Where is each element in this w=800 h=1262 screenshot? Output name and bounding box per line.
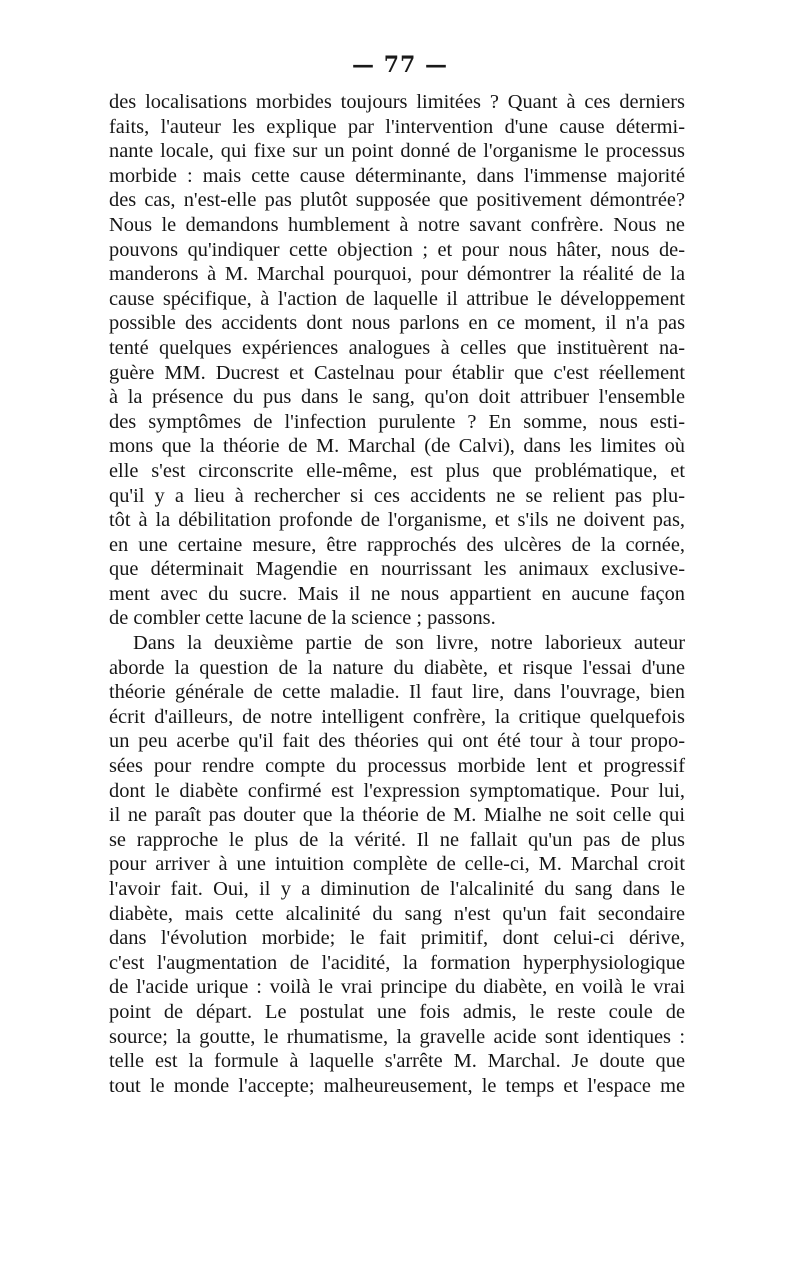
- text-line: théorie générale de cette maladie. Il faut lire, dans l'ouvrage, bien: [109, 681, 685, 704]
- text-line: pouvons qu'indiquer cette objection ; et pour nous hâter, nous de-: [109, 238, 685, 261]
- text-line: un peu acerbe qu'il fait des théories qui ont été tour à tour propo-: [109, 730, 685, 753]
- text-line: faits, l'auteur les explique par l'intervention d'une cause détermi-: [109, 115, 685, 138]
- text-line: Dans la deuxième partie de son livre, notre laborieux auteur: [133, 632, 685, 655]
- text-line: des symptômes de l'infection purulente ? En somme, nous esti-: [109, 410, 685, 433]
- text-line: point de départ. Le postulat une fois admis, le reste coule de: [109, 1000, 685, 1023]
- page-number: — 77 —: [352, 52, 448, 78]
- text-line: ment avec du sucre. Mais il ne nous appartient en aucune façon: [109, 582, 685, 605]
- text-line: elle s'est circonscrite elle-même, est plus que problématique, et: [109, 459, 685, 482]
- text-line: de combler cette lacune de la science ; passons.: [109, 607, 496, 630]
- text-line: qu'il y a lieu à rechercher si ces accidents ne se relient pas plu-: [109, 484, 685, 507]
- text-line: écrit d'ailleurs, de notre intelligent confrère, la critique quelquefois: [109, 705, 685, 728]
- text-line: possible des accidents dont nous parlons en ce moment, il n'a pas: [109, 312, 685, 335]
- text-line: guère MM. Ducrest et Castelnau pour établir que c'est réellement: [109, 361, 685, 384]
- text-line: Nous le demandons humblement à notre savant confrère. Nous ne: [109, 213, 685, 236]
- text-line: l'avoir fait. Oui, il y a diminution de l'alcalinité du sang dans le: [109, 878, 685, 900]
- text-line: sées pour rendre compte du processus morbide lent et progressif: [109, 755, 685, 778]
- text-line: des cas, n'est-elle pas plutôt supposée que positivement démontrée?: [109, 189, 685, 212]
- text-line: que déterminait Magendie en nourrissant les animaux exclusive-: [109, 558, 685, 581]
- text-line: cause spécifique, à l'action de laquelle il attribue le développement: [109, 287, 685, 310]
- text-line: source; la goutte, le rhumatisme, la gravelle acide sont identiques :: [109, 1025, 685, 1048]
- text-line: tôt à la débilitation profonde de l'organisme, et s'ils ne doivent pas,: [109, 509, 685, 532]
- text-line: pour arriver à une intuition complète de celle-ci, M. Marchal croit: [109, 853, 685, 876]
- text-line: telle est la formule à laquelle s'arrête M. Marchal. Je doute que: [109, 1050, 685, 1073]
- text-line: manderons à M. Marchal pourquoi, pour démontrer la réalité de la: [109, 263, 685, 286]
- text-line: nante locale, qui fixe sur un point donné de l'organisme le processus: [109, 140, 685, 163]
- text-line: tenté quelques expériences analogues à celles que instituèrent na-: [109, 336, 685, 359]
- text-line: morbide : mais cette cause déterminante, dans l'immense majorité: [109, 164, 685, 187]
- text-line: mons que la théorie de M. Marchal (de Calvi), dans les limites où: [109, 435, 685, 458]
- text-line: des localisations morbides toujours limitées ? Quant à ces derniers: [109, 91, 685, 113]
- text-line: il ne paraît pas douter que la théorie de M. Mialhe ne soit celle qui: [109, 804, 685, 827]
- body-text: [109, 90, 685, 1098]
- text-line: dont le diabète confirmé est l'expression symptomatique. Pour lui,: [109, 779, 685, 802]
- text-line: de l'acide urique : voilà le vrai principe du diabète, en voilà le vrai: [109, 976, 685, 999]
- text-line: aborde la question de la nature du diabète, et risque l'essai d'une: [109, 656, 685, 679]
- paragraph: [109, 631, 685, 1098]
- text-line: dans l'évolution morbide; le fait primitif, dont celui-ci dérive,: [109, 927, 685, 950]
- text-line: tout le monde l'accepte; malheureusement, le temps et l'espace me: [109, 1074, 685, 1097]
- text-line: se rapproche le plus de la vérité. Il ne fallait qu'un pas de plus: [109, 828, 685, 851]
- text-line: diabète, mais cette alcalinité du sang n'est qu'un fait secondaire: [109, 902, 685, 925]
- paragraph: [109, 90, 685, 631]
- text-line: c'est l'augmentation de l'acidité, la formation hyperphysiologique: [109, 951, 685, 974]
- text-line: à la présence du pus dans le sang, qu'on doit attribuer l'ensemble: [109, 386, 685, 409]
- text-line: en une certaine mesure, être rapprochés des ulcères de la cornée,: [109, 533, 685, 556]
